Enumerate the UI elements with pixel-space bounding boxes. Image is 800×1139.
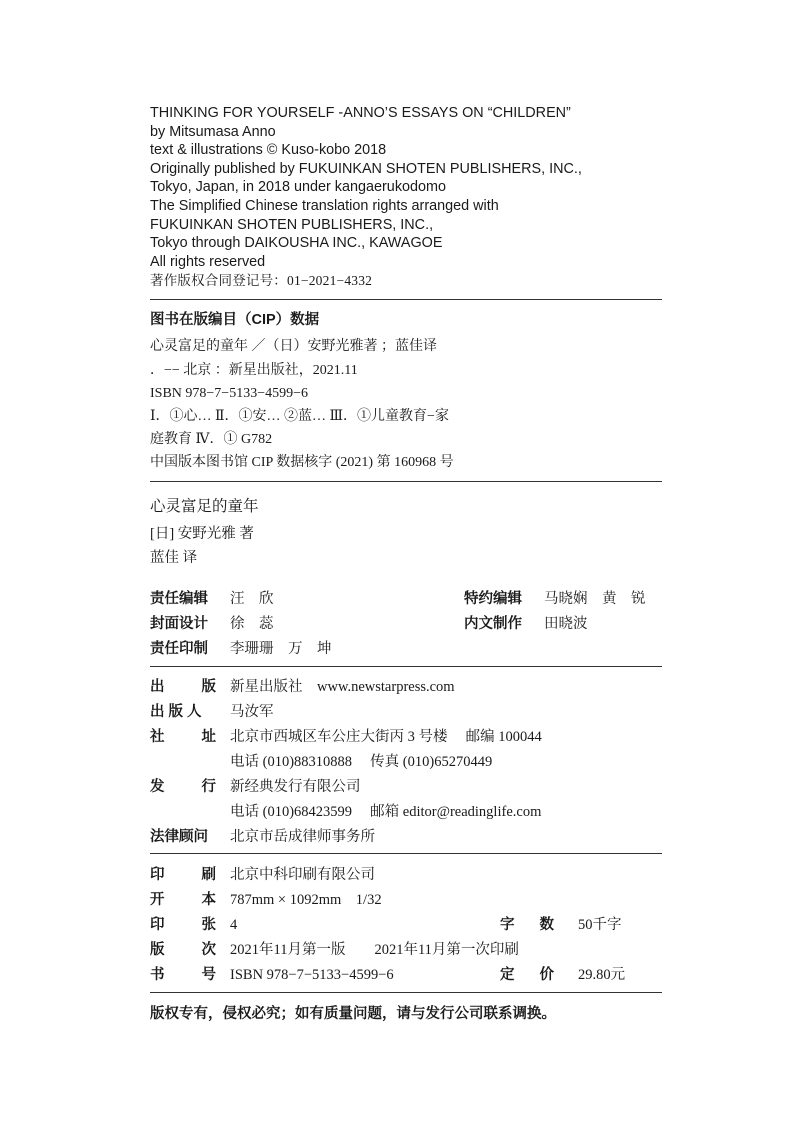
words-value: 50千字 bbox=[578, 916, 622, 933]
printing-row bbox=[150, 938, 662, 963]
price-value: 29.80元 bbox=[578, 966, 626, 983]
printing-row bbox=[150, 913, 662, 938]
format-value: 787mm × 1092mm 1/32 bbox=[230, 891, 382, 908]
print-value: 北京中科印刷有限公司 bbox=[230, 866, 375, 883]
copyright-page bbox=[150, 104, 662, 1025]
legal-label: 法律顾问 bbox=[150, 828, 208, 845]
editor-row bbox=[150, 587, 662, 612]
cip-heading: 图书在版编目（CIP）数据 bbox=[150, 312, 320, 329]
publish-value: 新星出版社 www.newstarpress.com bbox=[230, 678, 455, 695]
publisher-row bbox=[150, 700, 662, 725]
legal: 北京市岳成律师事务所 bbox=[230, 828, 375, 845]
text-production: 田晓波 bbox=[544, 615, 588, 632]
book-title: 心灵富足的童年 bbox=[150, 497, 259, 515]
cip-line: ．−− 北京 ：新星出版社，2021.11 bbox=[150, 362, 358, 378]
edition-value: 2021年11月第一版 2021年11月第一次印刷 bbox=[230, 941, 519, 958]
book-translator: 蓝佳 译 bbox=[150, 549, 198, 566]
responsible-editor-label: 责任编辑 bbox=[150, 590, 208, 607]
cip-block bbox=[150, 335, 662, 474]
printing-row bbox=[150, 863, 662, 888]
book-author: [日] 安野光雅 著 bbox=[150, 525, 254, 542]
publisher-block bbox=[150, 675, 662, 850]
special-editor-label: 特约编辑 bbox=[464, 590, 522, 607]
distribution-label: 发 行 bbox=[150, 778, 216, 795]
cover-design: 徐 蕊 bbox=[230, 615, 274, 632]
divider bbox=[150, 481, 662, 482]
edition-label: 版 次 bbox=[150, 941, 216, 958]
cip-line: Ⅰ．①心… Ⅱ．①安… ②蓝… Ⅲ．①儿童教育−家 bbox=[150, 408, 449, 424]
isbn-label: 书 号 bbox=[150, 966, 216, 983]
cip-line: 庭教育 Ⅳ．① G782 bbox=[150, 432, 273, 448]
english-line: All rights reserved bbox=[150, 253, 266, 270]
publisher-row bbox=[150, 725, 662, 750]
english-line: Tokyo, Japan, in 2018 under kangaerukodomo bbox=[150, 179, 447, 196]
publisher-person-label: 出 版 人 bbox=[150, 703, 202, 720]
printing-block bbox=[150, 863, 662, 988]
sheets-label: 印 张 bbox=[150, 916, 216, 933]
special-editor: 马晓娴 黄 锐 bbox=[544, 590, 646, 607]
address-contact: 电话 (010)88310888 传真 (010)65270449 bbox=[230, 753, 493, 770]
english-line: FUKUINKAN SHOTEN PUBLISHERS, INC., bbox=[150, 216, 434, 233]
english-line: The Simplified Chinese translation rights arranged with bbox=[150, 197, 499, 214]
english-line: THINKING FOR YOURSELF -ANNO’S ESSAYS ON “CHILDREN” bbox=[150, 105, 571, 121]
editor-row bbox=[150, 637, 662, 662]
editor-row bbox=[150, 612, 662, 637]
english-line: Originally published by FUKUINKAN SHOTEN PUBLISHERS, INC., bbox=[150, 160, 582, 177]
english-line: text & illustrations © Kuso-kobo 2018 bbox=[150, 142, 387, 159]
responsible-editor: 汪 欣 bbox=[230, 590, 274, 607]
sheets-value: 4 bbox=[230, 916, 238, 933]
publisher-row bbox=[150, 675, 662, 700]
cip-line: 中国版本图书馆 CIP 数据核字 (2021) 第 160968 号 bbox=[150, 455, 454, 471]
copyright-notice: 版权专有，侵权必究；如有质量问题，请与发行公司联系调换。 bbox=[150, 1005, 556, 1022]
publisher-row bbox=[150, 825, 662, 850]
cip-line: ISBN 978−7−5133−4599−6 bbox=[150, 385, 308, 401]
divider bbox=[150, 666, 662, 667]
print-responsible: 李珊珊 万 坤 bbox=[230, 640, 332, 657]
address-label: 社 址 bbox=[150, 728, 216, 745]
copyright-registration: 著作版权合同登记号：01−2021−4332 bbox=[150, 273, 373, 289]
publisher-row bbox=[150, 775, 662, 800]
divider bbox=[150, 299, 662, 300]
english-line: Tokyo through DAIKOUSHA INC., KAWAGOE bbox=[150, 235, 443, 252]
publisher-person: 马汝军 bbox=[230, 703, 274, 720]
distribution-contact: 电话 (010)68423599 邮箱 editor@readinglife.com bbox=[230, 803, 542, 820]
printing-row bbox=[150, 963, 662, 988]
address: 北京市西城区车公庄大街丙 3 号楼 邮编 100044 bbox=[230, 728, 542, 745]
isbn-value: ISBN 978−7−5133−4599−6 bbox=[230, 966, 394, 983]
english-line: by Mitsumasa Anno bbox=[150, 123, 276, 140]
printing-row bbox=[150, 888, 662, 913]
publisher-row bbox=[150, 800, 662, 825]
price-label: 定 价 bbox=[500, 966, 554, 983]
distribution: 新经典发行有限公司 bbox=[230, 778, 361, 795]
cover-design-label: 封面设计 bbox=[150, 615, 208, 632]
cip-line: 心灵富足的童年 ／（日）安野光雅著 ；蓝佳译 bbox=[150, 339, 437, 355]
divider bbox=[150, 853, 662, 854]
print-responsible-label: 责任印制 bbox=[150, 640, 208, 657]
words-label: 字 数 bbox=[500, 916, 554, 933]
divider bbox=[150, 992, 662, 993]
publisher-row bbox=[150, 750, 662, 775]
print-label: 印 刷 bbox=[150, 866, 216, 883]
editors-block bbox=[150, 587, 662, 662]
text-production-label: 内文制作 bbox=[464, 615, 522, 632]
publish-label: 出 版 bbox=[150, 678, 216, 695]
english-rights-block bbox=[150, 104, 662, 271]
format-label: 开 本 bbox=[150, 891, 216, 908]
